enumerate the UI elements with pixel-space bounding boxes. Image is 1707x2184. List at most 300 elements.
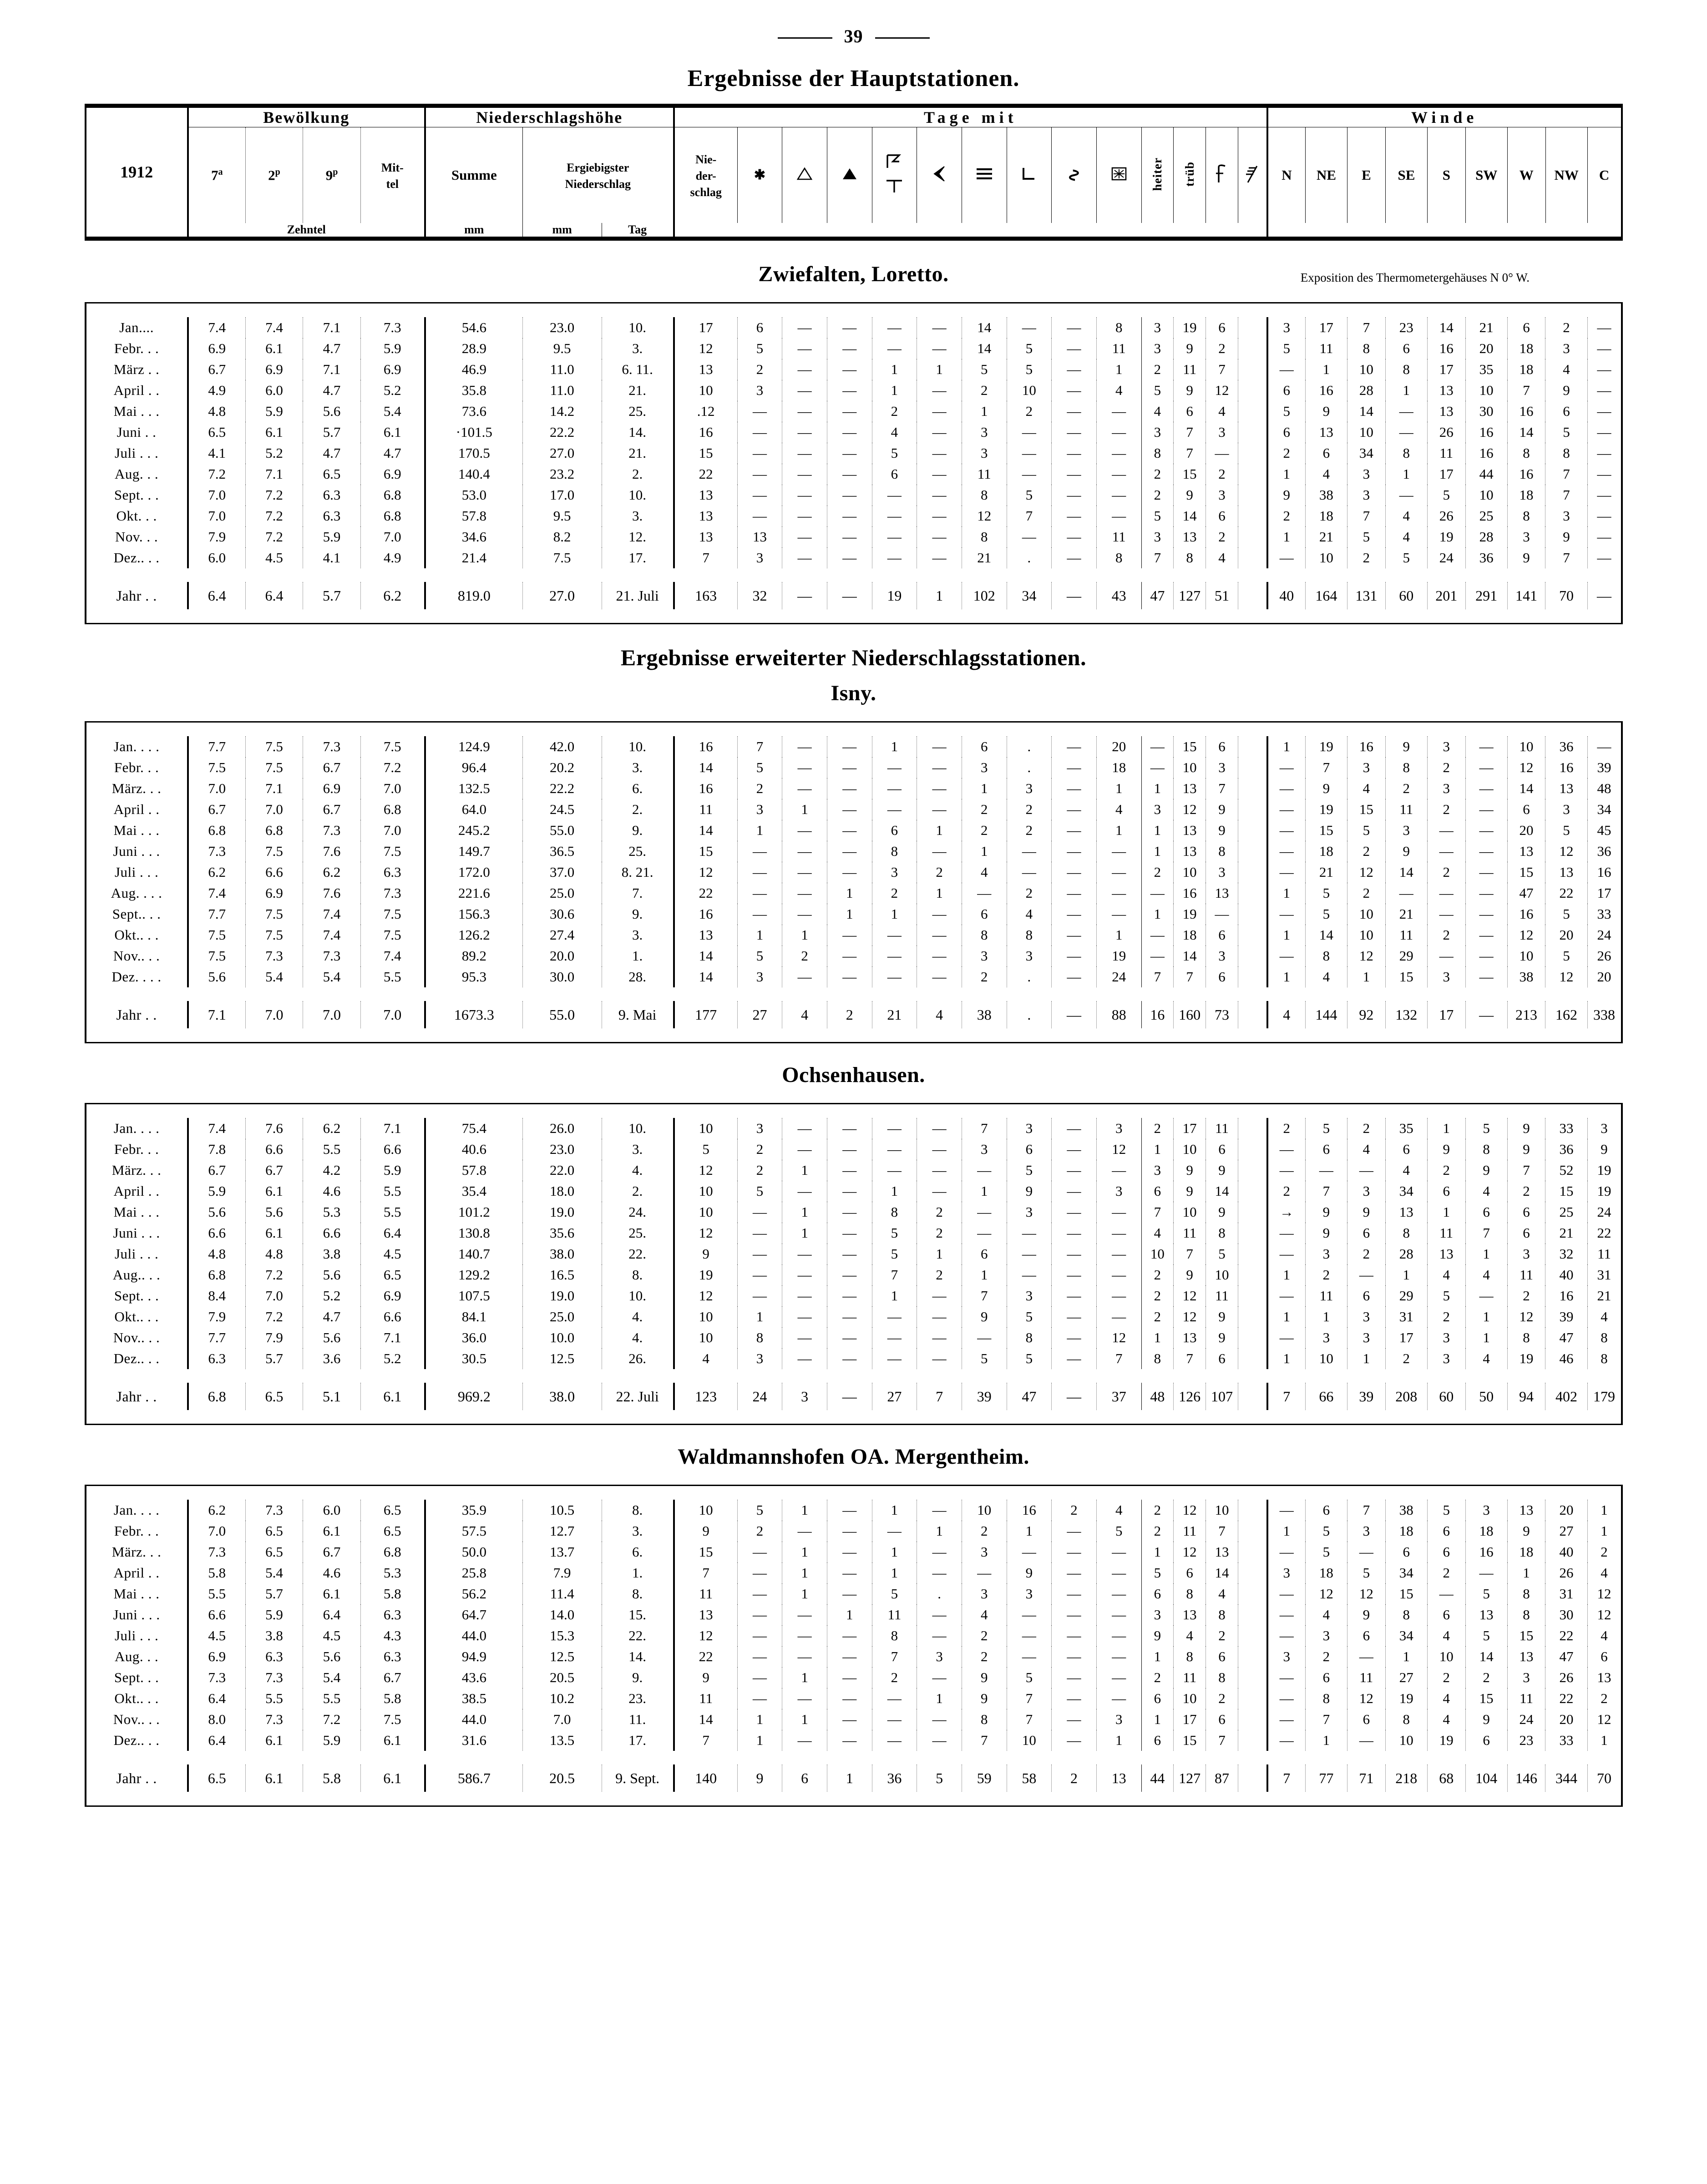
cell-tage-13 [1238,1583,1267,1604]
cell-tage-5: — [917,338,962,359]
cell-niederschlag-mm: 14.0 [522,1604,602,1625]
cell-tage-1: 2 [737,359,782,380]
cell-wind-3: 15 [1385,966,1427,987]
cell-wind-2: 1 [1347,966,1386,987]
cell-niederschlag-tag: 9. [602,1667,674,1688]
cell-niederschlag-summe: 149.7 [425,841,522,862]
cell-wind-5: 7 [1465,1223,1507,1244]
cell-tage-11: 13 [1174,820,1206,841]
cell-niederschlag-mm: 12.5 [522,1646,602,1667]
cell-wind-1: 144 [1305,1001,1347,1028]
cell-tage-8: — [1052,862,1097,883]
cell-tage-2: — [782,485,827,506]
cell-bewoelkung-0: 5.9 [188,1181,246,1202]
cell-bewoelkung-2: 6.1 [303,1583,361,1604]
cell-wind-8: 4 [1587,1562,1621,1583]
cell-tage-3: — [827,1542,872,1562]
cell-bewoelkung-3: 6.1 [360,1730,425,1751]
rule-left-decoration [778,37,832,39]
cell-tage-4: 27 [872,1383,917,1410]
glaze-icon [1096,127,1141,223]
cell-tage-8: — [1052,547,1097,568]
cell-bewoelkung-1: 7.4 [245,317,303,338]
cell-tage-5: — [917,464,962,485]
cell-wind-4: 4 [1427,1625,1465,1646]
cell-tage-12: 11 [1206,1118,1238,1139]
cell-bewoelkung-1: 5.7 [245,1348,303,1369]
cell-niederschlag-tag: 9. [602,904,674,925]
cell-tage-2: 3 [782,1383,827,1410]
cell-tage-13 [1238,1001,1267,1028]
cell-wind-7: 5 [1545,820,1587,841]
cell-wind-1: 7 [1305,1709,1347,1730]
cell-tage-3: — [827,401,872,422]
cell-tage-13 [1238,1383,1267,1410]
table-row [86,1730,1622,1751]
cell-tage-5: 1 [917,359,962,380]
cell-tage-6: 1 [962,1181,1007,1202]
cell-tage-6: 7 [962,1730,1007,1751]
cell-wind-4: 13 [1427,1244,1465,1264]
cell-tage-3: — [827,1688,872,1709]
cell-wind-4: 5 [1427,1285,1465,1306]
cell-tage-9: 4 [1096,799,1141,820]
cell-tage-4: — [872,317,917,338]
cell-bewoelkung-1: 5.4 [245,966,303,987]
cell-niederschlag-summe: ·101.5 [425,422,522,443]
cell-tage-13 [1238,1730,1267,1751]
cell-tage-7: 16 [1007,1500,1052,1521]
cell-tage-4: 7 [872,1264,917,1285]
cell-tage-11: 17 [1174,1709,1206,1730]
cell-wind-1: 11 [1305,338,1347,359]
cell-niederschlag-summe: 57.8 [425,506,522,526]
cell-niederschlag-summe: 46.9 [425,359,522,380]
thunderstorm-icon [872,127,917,223]
cell-wind-0: 1 [1267,1348,1306,1369]
cell-tage-1: 3 [737,1118,782,1139]
row-label: Mai . . . [86,1202,188,1223]
cell-tage-6: 9 [962,1688,1007,1709]
cell-bewoelkung-3: 7.5 [360,925,425,945]
cell-wind-4: 24 [1427,547,1465,568]
cell-tage-5: — [917,1542,962,1562]
cell-tage-8: — [1052,464,1097,485]
cell-wind-4: 19 [1427,1730,1465,1751]
cell-tage-6: 5 [962,359,1007,380]
cell-bewoelkung-3: 7.5 [360,841,425,862]
cell-wind-1: 6 [1305,443,1347,464]
cell-bewoelkung-3: 6.7 [360,1667,425,1688]
cell-tage-10: 2 [1141,359,1174,380]
cell-wind-4: 6 [1427,1604,1465,1625]
cell-wind-1: 18 [1305,1562,1347,1583]
cell-wind-0: — [1267,1139,1306,1160]
cell-tage-11: 4 [1174,1625,1206,1646]
cell-tage-11: 13 [1174,778,1206,799]
cell-tage-6: 3 [962,1542,1007,1562]
cell-wind-0: — [1267,1244,1306,1264]
cell-wind-7: 15 [1545,1181,1587,1202]
cell-wind-0: — [1267,1667,1306,1688]
cell-wind-0: 3 [1267,1646,1306,1667]
cell-bewoelkung-1: 6.5 [245,1521,303,1542]
cell-wind-8: 4 [1587,1625,1621,1646]
cell-tage-11: 14 [1174,506,1206,526]
row-label: Febr. . . [86,1521,188,1542]
cell-wind-1: 10 [1305,1348,1347,1369]
cell-tage-5: — [917,485,962,506]
cell-tage-5: — [917,925,962,945]
cell-bewoelkung-2: 5.1 [303,1383,361,1410]
cell-tage-8: — [1052,359,1097,380]
cell-bewoelkung-3: 7.3 [360,317,425,338]
cell-tage-12: 7 [1206,778,1238,799]
row-label: Sept. . . [86,1285,188,1306]
cell-tage-6: 3 [962,945,1007,966]
cell-wind-4: 4 [1427,1688,1465,1709]
cell-niederschlag-mm: 38.0 [522,1383,602,1410]
row-label: Dez. . . . [86,966,188,987]
cell-tage-9: 18 [1096,757,1141,778]
cell-niederschlag-tag: 1. [602,945,674,966]
cell-tage-13 [1238,1160,1267,1181]
cell-bewoelkung-0: 7.0 [188,506,246,526]
cell-tage-12: 4 [1206,401,1238,422]
cell-tage-10: — [1141,925,1174,945]
row-label: Okt.. . . [86,925,188,945]
cell-bewoelkung-1: 5.6 [245,1202,303,1223]
cell-tage-12: 3 [1206,862,1238,883]
cell-tage-5: 2 [917,1202,962,1223]
cell-wind-8: — [1587,380,1621,401]
table-row [86,778,1622,799]
cell-tage-8: — [1052,317,1097,338]
cell-niederschlag-summe: 56.2 [425,1583,522,1604]
cell-bewoelkung-0: 4.1 [188,443,246,464]
cell-tage-2: — [782,1264,827,1285]
cell-tage-3: — [827,1709,872,1730]
cell-wind-2: 6 [1347,1223,1386,1244]
cell-wind-0: — [1267,1604,1306,1625]
cell-niederschlag-summe: 156.3 [425,904,522,925]
cell-bewoelkung-1: 7.2 [245,1264,303,1285]
cell-tage-2: — [782,1646,827,1667]
cell-niederschlag-mm: 20.5 [522,1667,602,1688]
row-label: Juli . . . [86,862,188,883]
cell-wind-8: 12 [1587,1709,1621,1730]
cell-tage-5: — [917,401,962,422]
cell-bewoelkung-0: 4.8 [188,401,246,422]
cell-wind-1: 6 [1305,1500,1347,1521]
row-label: Nov.. . . [86,1327,188,1348]
cell-wind-6: 7 [1507,380,1545,401]
cell-wind-0: 4 [1267,1001,1306,1028]
cell-tage-12: 9 [1206,1202,1238,1223]
cell-wind-7: 8 [1545,443,1587,464]
cell-wind-5: 36 [1465,547,1507,568]
unit-blank-2 [737,223,1267,239]
cell-tage-2: — [782,757,827,778]
cell-tage-12: 14 [1206,1562,1238,1583]
cell-bewoelkung-2: 5.8 [303,1764,361,1792]
cell-tage-0: 16 [674,904,737,925]
cell-wind-4: 10 [1427,1646,1465,1667]
cell-wind-6: 10 [1507,736,1545,757]
cell-niederschlag-tag: 1. [602,1562,674,1583]
table-row [86,945,1622,966]
row-label: Juni . . [86,422,188,443]
cell-bewoelkung-1: 5.5 [245,1688,303,1709]
cell-niederschlag-mm: 20.5 [522,1764,602,1792]
table-row [86,317,1622,338]
table-row [86,443,1622,464]
cell-tage-6: 4 [962,862,1007,883]
cell-bewoelkung-0: 8.4 [188,1285,246,1306]
cell-niederschlag-summe: 28.9 [425,338,522,359]
table-row [86,820,1622,841]
cell-bewoelkung-1: 6.4 [245,582,303,609]
cell-niederschlag-mm: 14.2 [522,401,602,422]
cell-wind-0: — [1267,1160,1306,1181]
cell-bewoelkung-0: 4.9 [188,380,246,401]
cell-wind-6: 20 [1507,820,1545,841]
cell-wind-7: 21 [1545,1223,1587,1244]
cell-wind-5: 50 [1465,1383,1507,1410]
cell-bewoelkung-3: 5.4 [360,401,425,422]
cell-wind-1: 1 [1305,1306,1347,1327]
cell-niederschlag-tag: 6. 11. [602,359,674,380]
cell-tage-4: — [872,778,917,799]
cell-wind-4: 3 [1427,736,1465,757]
cell-bewoelkung-3: 7.0 [360,1001,425,1028]
cell-niederschlag-mm: 12.7 [522,1521,602,1542]
cell-wind-1: 5 [1305,904,1347,925]
cell-tage-6: 3 [962,443,1007,464]
cell-tage-2: — [782,1306,827,1327]
cell-wind-2: 9 [1347,1202,1386,1223]
cell-bewoelkung-3: 7.2 [360,757,425,778]
cell-wind-6: 6 [1507,317,1545,338]
cell-tage-13 [1238,1625,1267,1646]
cell-niederschlag-summe: 50.0 [425,1542,522,1562]
table-row [86,1223,1622,1244]
cell-tage-7: 10 [1007,1730,1052,1751]
cell-tage-2: — [782,1181,827,1202]
table-row [86,485,1622,506]
table-row [86,1562,1622,1583]
cell-niederschlag-summe: 30.5 [425,1348,522,1369]
row-label: Aug. . . [86,1646,188,1667]
cell-wind-8: 13 [1587,1667,1621,1688]
cell-tage-6: 1 [962,401,1007,422]
cell-bewoelkung-0: 6.4 [188,582,246,609]
cell-wind-3: 3 [1385,820,1427,841]
cell-tage-7: — [1007,1264,1052,1285]
group-title-winde: Winde [1267,106,1622,127]
cell-bewoelkung-1: 6.0 [245,380,303,401]
cell-bewoelkung-3: 6.5 [360,1521,425,1542]
cell-tage-7: — [1007,862,1052,883]
cell-wind-1: 5 [1305,1118,1347,1139]
cell-niederschlag-summe: 44.0 [425,1625,522,1646]
cell-wind-3: 218 [1385,1764,1427,1792]
unit-blank-3 [1267,223,1622,239]
cell-tage-8: — [1052,1001,1097,1028]
row-label: Aug. . . [86,464,188,485]
cell-wind-6: 141 [1507,582,1545,609]
cell-tage-1: 3 [737,1348,782,1369]
cell-tage-1: — [737,1223,782,1244]
cell-tage-10: 6 [1141,1730,1174,1751]
cell-tage-8: 2 [1052,1500,1097,1521]
cell-wind-2: 12 [1347,862,1386,883]
cell-tage-4: 2 [872,883,917,904]
cell-bewoelkung-3: 7.5 [360,1709,425,1730]
cell-niederschlag-summe: 43.6 [425,1667,522,1688]
cell-wind-6: 24 [1507,1709,1545,1730]
cell-niederschlag-tag: 6. [602,1542,674,1562]
cell-tage-9: — [1096,1646,1141,1667]
cell-tage-11: 13 [1174,1604,1206,1625]
cell-tage-2: — [782,778,827,799]
cell-tage-1: 3 [737,380,782,401]
cell-tage-3: 1 [827,904,872,925]
cell-bewoelkung-0: 7.5 [188,925,246,945]
cell-wind-7: 16 [1545,757,1587,778]
cell-bewoelkung-1: 7.3 [245,1709,303,1730]
cell-wind-2: 6 [1347,1625,1386,1646]
cell-wind-3: — [1385,422,1427,443]
cell-tage-12: 9 [1206,1160,1238,1181]
cell-tage-10: 3 [1141,1604,1174,1625]
cell-tage-4: 2 [872,1667,917,1688]
cell-niederschlag-tag: 23. [602,1688,674,1709]
cell-tage-8: — [1052,1667,1097,1688]
cell-wind-6: 12 [1507,1306,1545,1327]
cell-wind-5: 16 [1465,443,1507,464]
table-row [86,1709,1622,1730]
cell-tage-0: 22 [674,464,737,485]
cell-tage-11: 12 [1174,1306,1206,1327]
cell-wind-0: 1 [1267,966,1306,987]
cell-bewoelkung-2: 4.6 [303,1562,361,1583]
cell-tage-2: — [782,380,827,401]
cell-niederschlag-summe: 95.3 [425,966,522,987]
cell-wind-7: 7 [1545,485,1587,506]
cell-wind-6: 14 [1507,778,1545,799]
cell-niederschlag-summe: 140.4 [425,464,522,485]
cell-wind-2: 15 [1347,799,1386,820]
cell-wind-2: 7 [1347,317,1386,338]
table-row [86,1604,1622,1625]
cell-tage-10: 44 [1141,1764,1174,1792]
station-title-0: Zwiefalten, Loretto. Exposition des Thermometergehäuses N 0° W. [758,262,1530,286]
cell-bewoelkung-3: 6.3 [360,1646,425,1667]
row-label: Nov.. . . [86,1709,188,1730]
cell-tage-1: — [737,1646,782,1667]
cell-wind-5: — [1465,883,1507,904]
cell-tage-1: — [737,883,782,904]
table-column-header [85,104,1623,241]
cell-tage-0: 10 [674,1327,737,1348]
cell-wind-1: 8 [1305,1688,1347,1709]
cell-tage-3: — [827,841,872,862]
cell-tage-0: 11 [674,1688,737,1709]
cell-tage-13 [1238,1139,1267,1160]
cell-bewoelkung-0: 6.5 [188,422,246,443]
cell-tage-6: 2 [962,799,1007,820]
cell-bewoelkung-3: 6.6 [360,1139,425,1160]
table-row [86,1285,1622,1306]
cell-wind-3: 132 [1385,1001,1427,1028]
cell-tage-6: — [962,1223,1007,1244]
cell-tage-0: 5 [674,1139,737,1160]
cell-niederschlag-tag: 9. Sept. [602,1764,674,1792]
cell-tage-3: — [827,547,872,568]
cell-wind-7: 30 [1545,1604,1587,1625]
cell-wind-5: 9 [1465,1709,1507,1730]
cell-tage-10: 2 [1141,1264,1174,1285]
cell-wind-7: 20 [1545,1709,1587,1730]
cell-tage-5: 1 [917,582,962,609]
cell-tage-2: 1 [782,1709,827,1730]
cell-bewoelkung-3: 7.4 [360,945,425,966]
page-number: 39 [844,26,863,46]
cell-wind-5: 3 [1465,1500,1507,1521]
cell-tage-7: — [1007,841,1052,862]
cell-tage-3: — [827,338,872,359]
cell-tage-8: — [1052,925,1097,945]
table-bottom-spacer [86,609,1622,624]
cell-wind-7: 47 [1545,1327,1587,1348]
cell-wind-6: 2 [1507,1285,1545,1306]
cell-tage-0: 7 [674,1562,737,1583]
cell-wind-6: 13 [1507,1500,1545,1521]
cell-wind-7: 3 [1545,338,1587,359]
cell-wind-6: 3 [1507,1244,1545,1264]
cell-tage-10: — [1141,736,1174,757]
cell-tage-12: 6 [1206,1139,1238,1160]
cell-tage-7: — [1007,1604,1052,1625]
cell-wind-0: 1 [1267,925,1306,945]
cell-wind-2: 16 [1347,736,1386,757]
cell-tage-1: — [737,443,782,464]
cell-tage-2: — [782,547,827,568]
cell-tage-13 [1238,904,1267,925]
cell-tage-6: 21 [962,547,1007,568]
cell-bewoelkung-2: 5.6 [303,1264,361,1285]
cell-bewoelkung-2: 6.3 [303,485,361,506]
cell-niederschlag-summe: 35.4 [425,1181,522,1202]
cell-tage-7: 3 [1007,1202,1052,1223]
cell-wind-3: 8 [1385,1709,1427,1730]
cell-wind-0: — [1267,1625,1306,1646]
cell-tage-5: — [917,526,962,547]
cell-wind-6: 11 [1507,1264,1545,1285]
cell-tage-9: 1 [1096,359,1141,380]
cell-tage-1: — [737,1542,782,1562]
cell-niederschlag-summe: 53.0 [425,485,522,506]
cell-wind-8: — [1587,582,1621,609]
group-title-niederschlagshoehe: Niederschlagshöhe [425,106,674,127]
cell-tage-5: — [917,1348,962,1369]
cell-wind-2: 7 [1347,1500,1386,1521]
cell-wind-2: — [1347,1646,1386,1667]
cell-wind-2: — [1347,1542,1386,1562]
cell-tage-13 [1238,1542,1267,1562]
cell-tage-5: — [917,317,962,338]
